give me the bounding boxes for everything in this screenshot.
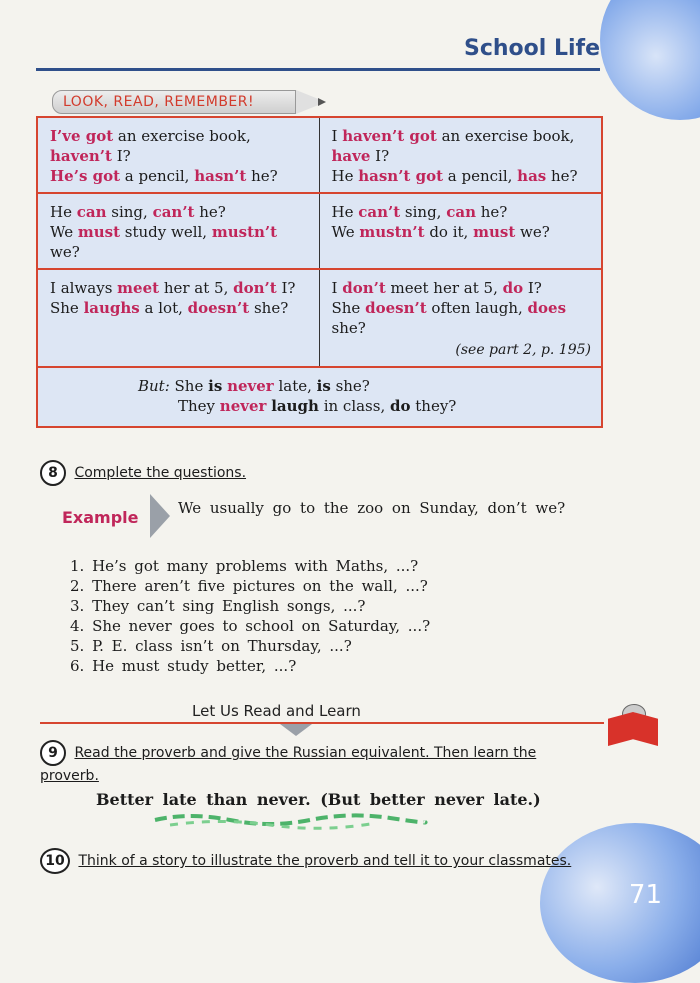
rule-sentence <box>50 202 309 222</box>
text-span: I? <box>111 147 131 165</box>
list-item: 2. There aren’t five pictures on the wall, ...? <box>70 577 428 595</box>
page-number: 71 <box>628 880 662 910</box>
rule-left-col <box>38 270 320 366</box>
highlight-word: hasn’t got <box>358 167 444 185</box>
text-span: sing, <box>400 203 447 221</box>
highlight-word: can’t <box>358 203 401 221</box>
text-span: he? <box>475 203 508 221</box>
bold-word: do <box>390 397 411 415</box>
text-span: I? <box>276 279 296 297</box>
text-span: I <box>331 279 343 297</box>
text-span: We <box>331 223 360 241</box>
list-item: 5. P. E. class isn’t on Thursday, ...? <box>70 637 352 655</box>
rule-row <box>38 270 601 368</box>
highlight-word: never <box>227 377 274 395</box>
rule-left-col <box>38 118 320 192</box>
task-8-heading <box>40 460 246 486</box>
text-span: he? <box>246 167 278 185</box>
rule-row <box>38 118 601 194</box>
highlight-word: doesn’t <box>187 299 250 317</box>
rule-sentence <box>50 298 309 318</box>
text-span: we? <box>515 223 550 241</box>
green-brush-decoration <box>150 810 430 830</box>
task-number-badge: 10 <box>40 848 70 874</box>
rule-right-col <box>320 270 602 366</box>
highlight-word: does <box>527 299 567 317</box>
questions-list <box>70 556 430 676</box>
rule-sentence <box>332 298 592 338</box>
text-span: We <box>50 223 78 241</box>
example-label: Example <box>62 508 139 527</box>
rule-right-col <box>320 194 602 268</box>
example-sentence: We usually go to the zoo on Sunday, don’t we? <box>178 499 566 517</box>
list-item: 3. They can’t sing English songs, ...? <box>70 597 366 615</box>
task-9-instruction: Read the proverb and give the Russian equivalent. Then learn the proverb. <box>40 745 537 784</box>
text-span: late, <box>273 377 317 395</box>
highlight-word: He’s got <box>50 167 121 185</box>
corner-decoration-bottom <box>540 823 700 983</box>
but-line-1 <box>38 376 601 396</box>
list-item: 6. He must study better, ...? <box>70 657 297 675</box>
text-span: He <box>50 203 77 221</box>
banner-label: LOOK, READ, REMEMBER! <box>63 94 255 110</box>
header-divider <box>36 68 600 71</box>
rule-right-text <box>332 278 592 338</box>
triangle-down-icon <box>280 724 312 736</box>
text-span: her at 5, <box>159 279 234 297</box>
text-span: He <box>331 203 359 221</box>
list-item: 1. He’s got many problems with Maths, ...? <box>70 557 419 575</box>
text-span: she? <box>330 377 370 395</box>
text-span: we? <box>50 243 80 261</box>
page-title: School Life <box>463 36 600 61</box>
highlight-word: mustn’t <box>211 223 278 241</box>
rule-sentence <box>332 126 592 166</box>
text-span: She <box>50 299 84 317</box>
text-span: I <box>331 127 343 145</box>
highlight-word: haven’t <box>50 147 112 165</box>
task-8-instruction: Complete the questions. <box>74 465 247 481</box>
look-read-remember-banner <box>52 90 296 114</box>
rule-sentence <box>50 166 309 186</box>
text-span: sing, <box>106 203 153 221</box>
text-span: she? <box>249 299 289 317</box>
text-span: He <box>331 167 359 185</box>
text-span: an exercise book, <box>436 127 575 145</box>
but-row <box>38 368 601 426</box>
highlight-word: hasn’t <box>194 167 247 185</box>
text-span: I? <box>370 147 390 165</box>
task-10-heading <box>40 848 571 874</box>
text-span: I always <box>50 279 118 297</box>
rule-left-col <box>38 194 320 268</box>
task-number-badge: 8 <box>40 460 66 486</box>
highlight-word: I’ve got <box>50 127 114 145</box>
text-span: they? <box>410 397 457 415</box>
text-span: study well, <box>120 223 212 241</box>
text-span: he? <box>546 167 578 185</box>
rule-right-col <box>320 118 602 192</box>
bold-word: laugh <box>271 397 319 415</box>
text-span: in class, <box>318 397 390 415</box>
task-10-instruction: Think of a story to illustrate the proverb and tell it to your classmates. <box>78 853 572 869</box>
arrow-right-icon <box>150 494 170 538</box>
text-span: I? <box>523 279 542 297</box>
but-line-2 <box>38 396 601 416</box>
highlight-word: never <box>219 397 267 415</box>
section-heading: Let Us Read and Learn <box>192 702 361 720</box>
rule-sentence <box>50 222 309 262</box>
open-book-icon <box>608 712 658 746</box>
text-span: She <box>331 299 366 317</box>
highlight-word: must <box>473 223 516 241</box>
corner-decoration-top <box>600 0 700 120</box>
bold-word: is <box>316 377 331 395</box>
rule-sentence <box>50 126 309 166</box>
text-span: They <box>178 397 220 415</box>
text-span: a pencil, <box>120 167 195 185</box>
highlight-word: can <box>76 203 107 221</box>
text-span: often laugh, <box>426 299 528 317</box>
highlight-word: can <box>446 203 476 221</box>
highlight-word: doesn’t <box>365 299 427 317</box>
text-span: a lot, <box>139 299 188 317</box>
highlight-word: laughs <box>83 299 140 317</box>
highlight-word: don’t <box>342 279 386 297</box>
but-label: But: <box>138 377 170 395</box>
rule-sentence <box>332 202 592 222</box>
grammar-rule-box <box>36 116 603 428</box>
text-span: do it, <box>424 223 474 241</box>
section-divider <box>40 722 604 724</box>
text-span: he? <box>194 203 226 221</box>
highlight-word: must <box>77 223 120 241</box>
text-span: an exercise book, <box>113 127 251 145</box>
list-item: 4. She never goes to school on Saturday, ...? <box>70 617 431 635</box>
highlight-word: don’t <box>233 279 277 297</box>
highlight-word: do <box>502 279 524 297</box>
text-span: She <box>169 377 209 395</box>
page-reference: (see part 2, p. 195) <box>455 342 591 358</box>
text-span: she? <box>331 319 366 337</box>
highlight-word: meet <box>117 279 160 297</box>
task-9-heading <box>40 740 596 786</box>
text-span: a pencil, <box>443 167 518 185</box>
highlight-word: can’t <box>152 203 195 221</box>
rule-sentence <box>50 278 309 298</box>
highlight-word: haven’t got <box>342 127 437 145</box>
text-span: meet her at 5, <box>385 279 503 297</box>
highlight-word: has <box>517 167 547 185</box>
highlight-word: mustn’t <box>359 223 425 241</box>
task-number-badge: 9 <box>40 740 66 766</box>
rule-sentence <box>332 222 592 242</box>
rule-sentence <box>332 278 592 298</box>
proverb-text: Better late than never. (But better never late.) <box>96 790 541 809</box>
but-text-1 <box>170 377 370 395</box>
bold-word: is <box>208 377 223 395</box>
highlight-word: have <box>331 147 371 165</box>
rule-sentence <box>332 166 592 186</box>
rule-row <box>38 194 601 270</box>
